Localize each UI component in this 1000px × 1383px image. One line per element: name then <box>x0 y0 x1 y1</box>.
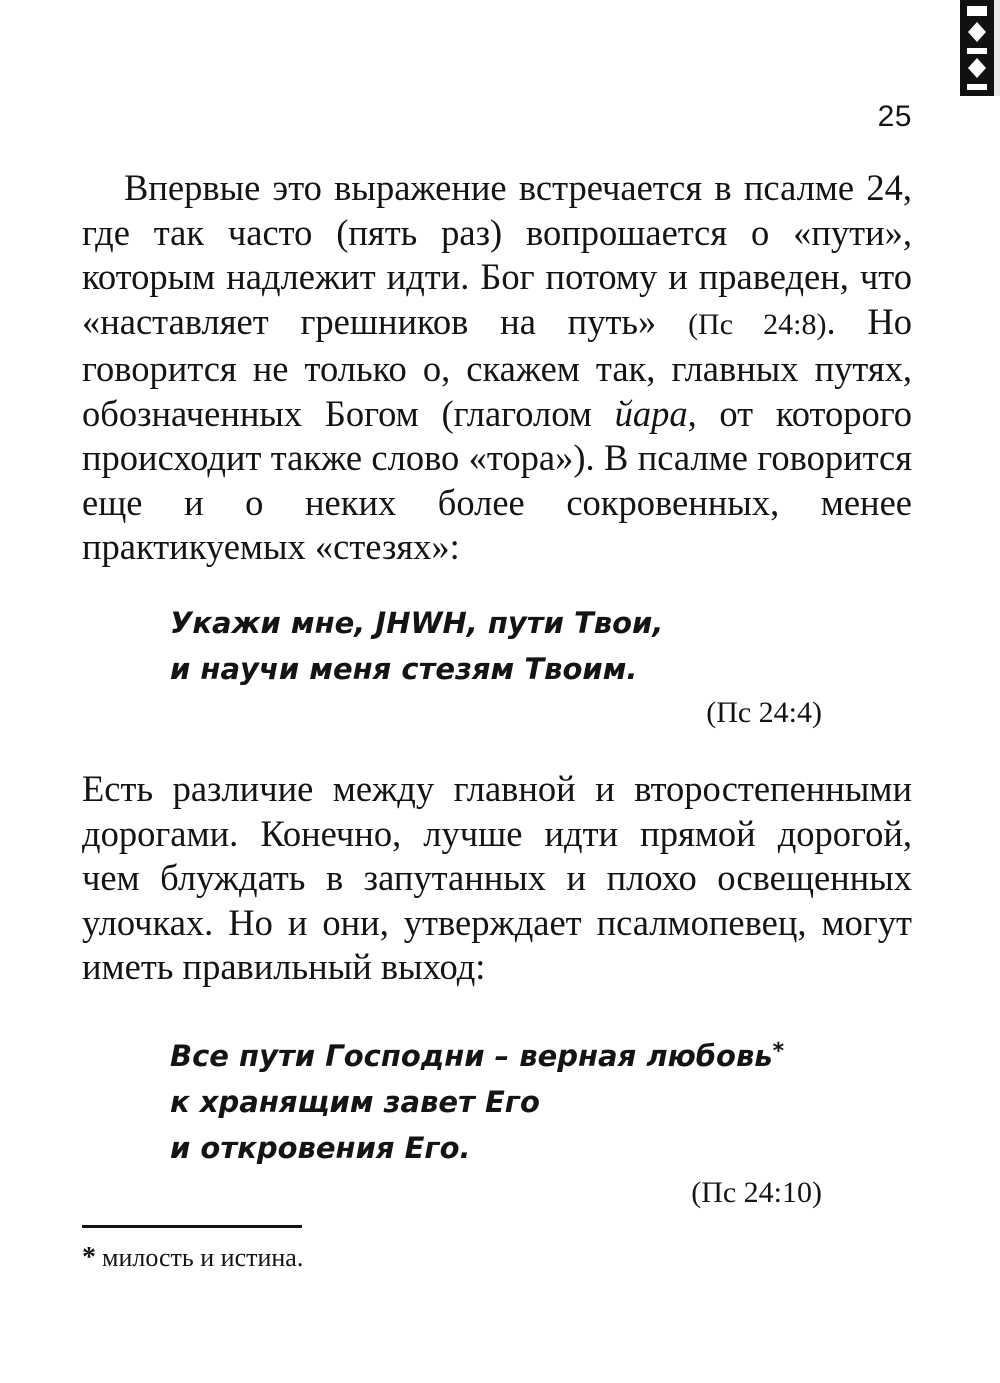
psalm-quote <box>170 1033 784 1171</box>
quote-line: и откровения Его. <box>170 1131 471 1165</box>
paragraph-text: , от которого происходит также слово «тора»). В псалме говорится еще и о неких более сокровенных, менее практикуемых «стезях»: <box>82 392 913 567</box>
hebrew-term: йара <box>614 392 688 434</box>
quote-citation: (Пс 24:4) <box>706 696 822 729</box>
quote-line: Укажи мне, JHWH, пути Твои, <box>170 606 664 640</box>
quote-line <box>170 1033 784 1079</box>
footnote-marker: * <box>82 1242 96 1273</box>
footnote <box>82 1242 303 1274</box>
quote-citation: (Пс 24:10) <box>691 1176 822 1209</box>
quote-line: и научи меня стезям Твоим. <box>170 652 638 686</box>
quote-line: к хранящим завет Его <box>170 1085 540 1119</box>
paragraph-text: . Но говорится не только о, скажем так, главных путях, обозначенных Богом (глаголом <box>82 300 912 434</box>
decorative-ornament-icon <box>942 0 1000 96</box>
footnote-text: милость и истина. <box>102 1243 304 1272</box>
paragraph-intro <box>82 166 912 570</box>
page-number: 25 <box>877 100 912 133</box>
psalm-quote <box>170 600 663 692</box>
paragraph-text: Впервые это выражение встречается в псалме 24, где так часто (пять раз) вопрошается о «пути», которым надлежит идти. Бог потому и праведен, что «наставляет грешников на путь» <box>82 167 912 342</box>
quote-line-text: Все пути Господни – верная любовь <box>170 1039 773 1073</box>
footnote-divider <box>82 1225 302 1228</box>
paragraph-roads: Есть различие между главной и второстепенными дорогами. Конечно, лучше идти прямой дорогой, чем блуждать в запутанных и плохо освещенных улочках. Но и они, утверждает псалмопевец, могут иметь правильный выход: <box>82 768 912 987</box>
inline-citation: (Пс 24:8) <box>688 307 827 341</box>
footnote-marker: * <box>772 1039 785 1064</box>
